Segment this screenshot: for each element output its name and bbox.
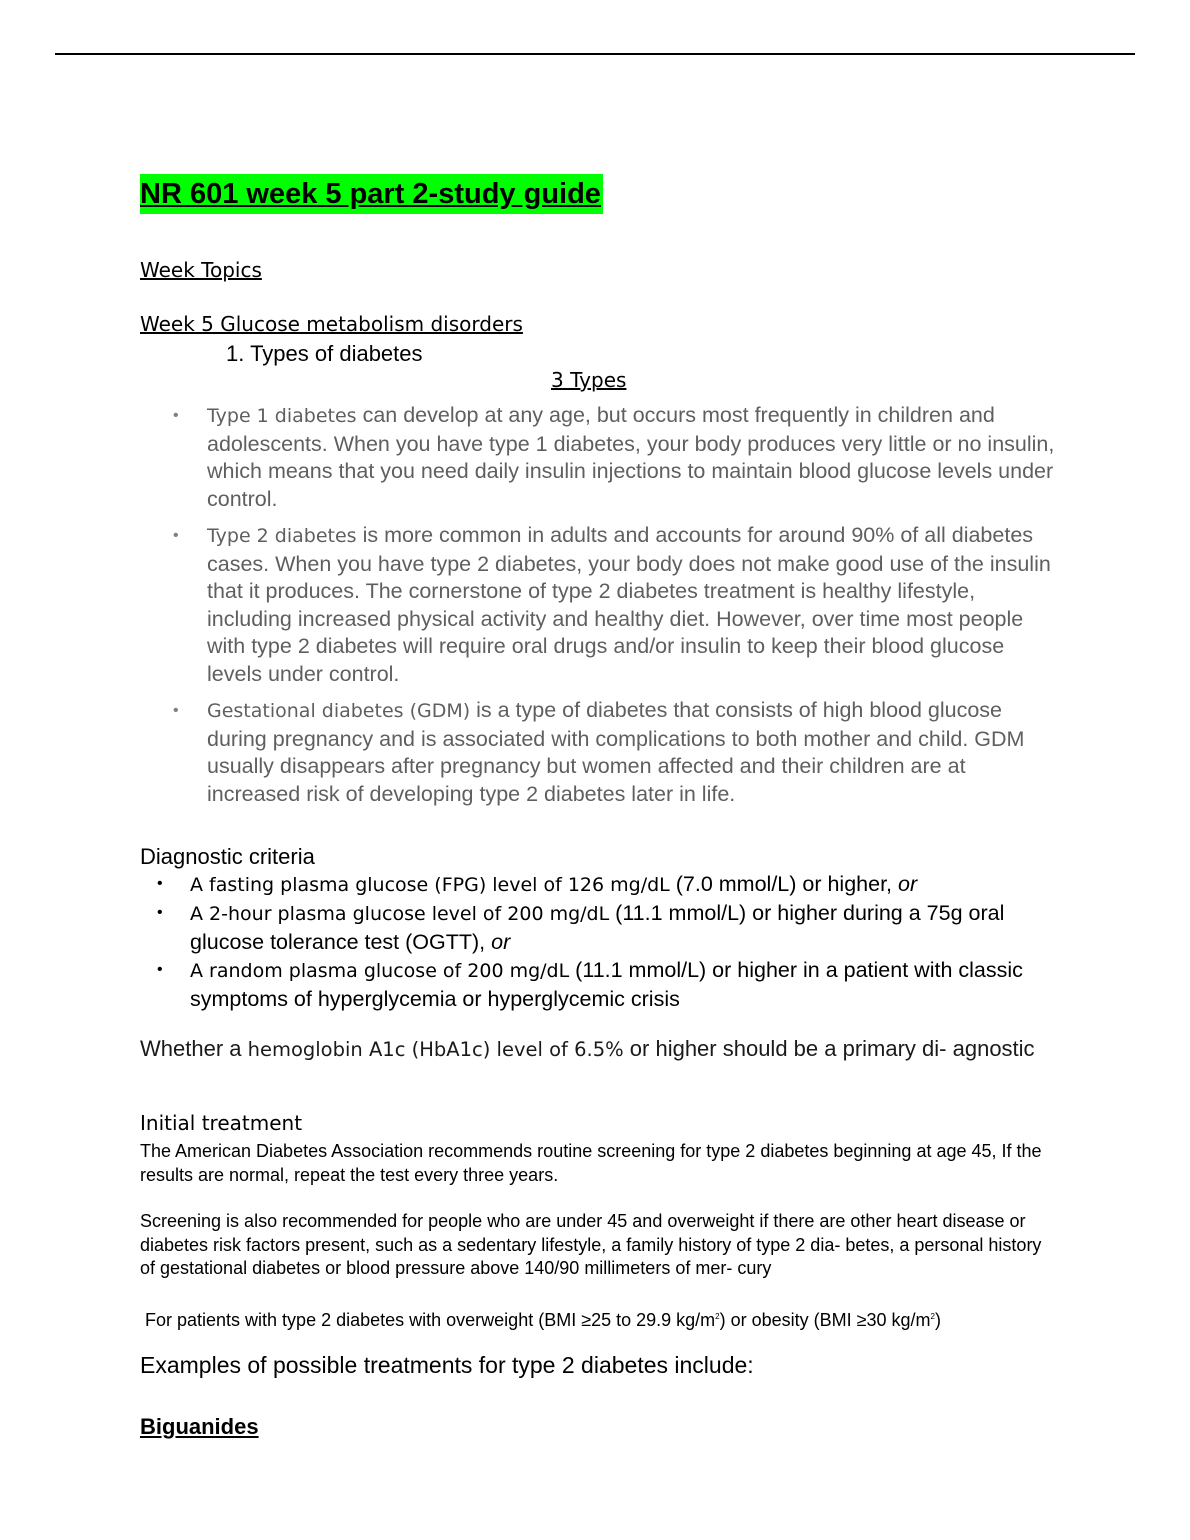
types-of-diabetes-item: 1. Types of diabetes xyxy=(226,341,423,366)
list-item xyxy=(140,522,1060,688)
criteria-text: (7.0 mmol/L) or higher, xyxy=(669,872,898,896)
diabetes-types-list xyxy=(140,402,1060,817)
type-description: is more common in adults and accounts for around 90% of all diabetes cases. When you have type 2 diabetes, your body does not make good use of the insulin that it produces. The cornerstone of type 2 diabetes treatment is healthy lifestyle, including increased physical activity and healthy diet. However, over time most people with type 2 diabetes will require oral drugs and/or insulin to keep their blood glucose levels under control. xyxy=(207,523,1051,686)
three-types-heading: 3 Types xyxy=(551,368,627,392)
hba1c-post: or higher should be a primary di- agnostic xyxy=(623,1036,1035,1061)
hba1c-pre: Whether a xyxy=(140,1036,248,1061)
list-item xyxy=(140,956,1060,1013)
page-title: NR 601 week 5 part 2-study guide xyxy=(140,174,603,214)
list-item xyxy=(140,697,1060,808)
criteria-term: A fasting plasma glucose (FPG) level of 126 mg/dL xyxy=(190,874,670,896)
biguanides-heading: Biguanides xyxy=(140,1414,259,1439)
bmi-sup-2: 2 xyxy=(930,1312,935,1321)
criteria-text: (11.1 mmol/L) or higher during a 75g oral glucose tolerance test (OGTT), xyxy=(190,901,1005,954)
type-description: is a type of diabetes that consists of high blood glucose during pregnancy and is associated with complications to both mother and child. GDM usually disappears after pregnancy but women affected and their children are at increased risk of developing type 2 diabetes later in life. xyxy=(207,698,1025,806)
week5-heading: Week 5 Glucose metabolism disorders xyxy=(140,312,523,336)
top-rule xyxy=(55,53,1135,55)
bullet-icon: • xyxy=(157,875,163,892)
examples-heading: Examples of possible treatments for type 2 diabetes include: xyxy=(140,1352,754,1378)
criteria-text: (11.1 mmol/L) or higher in a patient with classic symptoms of hyperglycemia or hyperglycemic crisis xyxy=(190,958,1023,1011)
bmi-paragraph xyxy=(145,1305,1060,1333)
type-term: Gestational diabetes (GDM) xyxy=(207,700,471,722)
bullet-icon: • xyxy=(157,961,163,978)
bmi-sup-1: 2 xyxy=(715,1312,720,1321)
bullet-icon: • xyxy=(173,527,179,544)
criteria-or: or xyxy=(898,872,918,896)
criteria-or: or xyxy=(491,930,511,954)
type-description: can develop at any age, but occurs most frequently in children and adolescents. When you have type 1 diabetes, your body produces very little or no insulin, which means that you need daily insulin injections to maintain blood glucose levels under control. xyxy=(207,403,1055,511)
type-term: Type 2 diabetes xyxy=(207,525,357,547)
diagnostic-criteria-heading: Diagnostic criteria xyxy=(140,844,315,869)
week-topics-heading: Week Topics xyxy=(140,258,262,282)
type-term: Type 1 diabetes xyxy=(207,405,357,427)
list-item xyxy=(140,402,1060,513)
criteria-term: A random plasma glucose of 200 mg/dL xyxy=(190,960,570,982)
bullet-icon: • xyxy=(173,702,179,719)
list-item xyxy=(140,870,1060,899)
criteria-term: A 2-hour plasma glucose level of 200 mg/dL xyxy=(190,903,610,925)
bullet-icon: • xyxy=(173,407,179,424)
bmi-text-a: For patients with type 2 diabetes with overweight (BMI ≥25 to 29.9 kg/m xyxy=(145,1310,716,1330)
screening-paragraph: The American Diabetes Association recommends routine screening for type 2 diabetes beginning at age 45, If the results are normal, repeat the test every three years. xyxy=(140,1141,1042,1185)
hba1c-paragraph xyxy=(140,1034,1060,1064)
bullet-icon: • xyxy=(157,904,163,921)
diagnostic-criteria-list xyxy=(140,870,1060,1013)
initial-treatment-heading: Initial treatment xyxy=(140,1111,303,1135)
screening-under-45-paragraph: Screening is also recommended for people who are under 45 and overweight if there are other heart disease or diabetes risk factors present, such as a sedentary lifestyle, a family history of type 2 dia- betes, a personal history of gestational diabetes or blood pressure above 140/90 millimeters of mer- cury xyxy=(140,1211,1042,1278)
list-item xyxy=(140,899,1060,956)
hba1c-term: hemoglobin A1c (HbA1c) level of 6.5% xyxy=(247,1038,624,1061)
bmi-text-b: ) or obesity (BMI ≥30 kg/m xyxy=(719,1310,931,1330)
bmi-text-c: ) xyxy=(935,1310,941,1330)
